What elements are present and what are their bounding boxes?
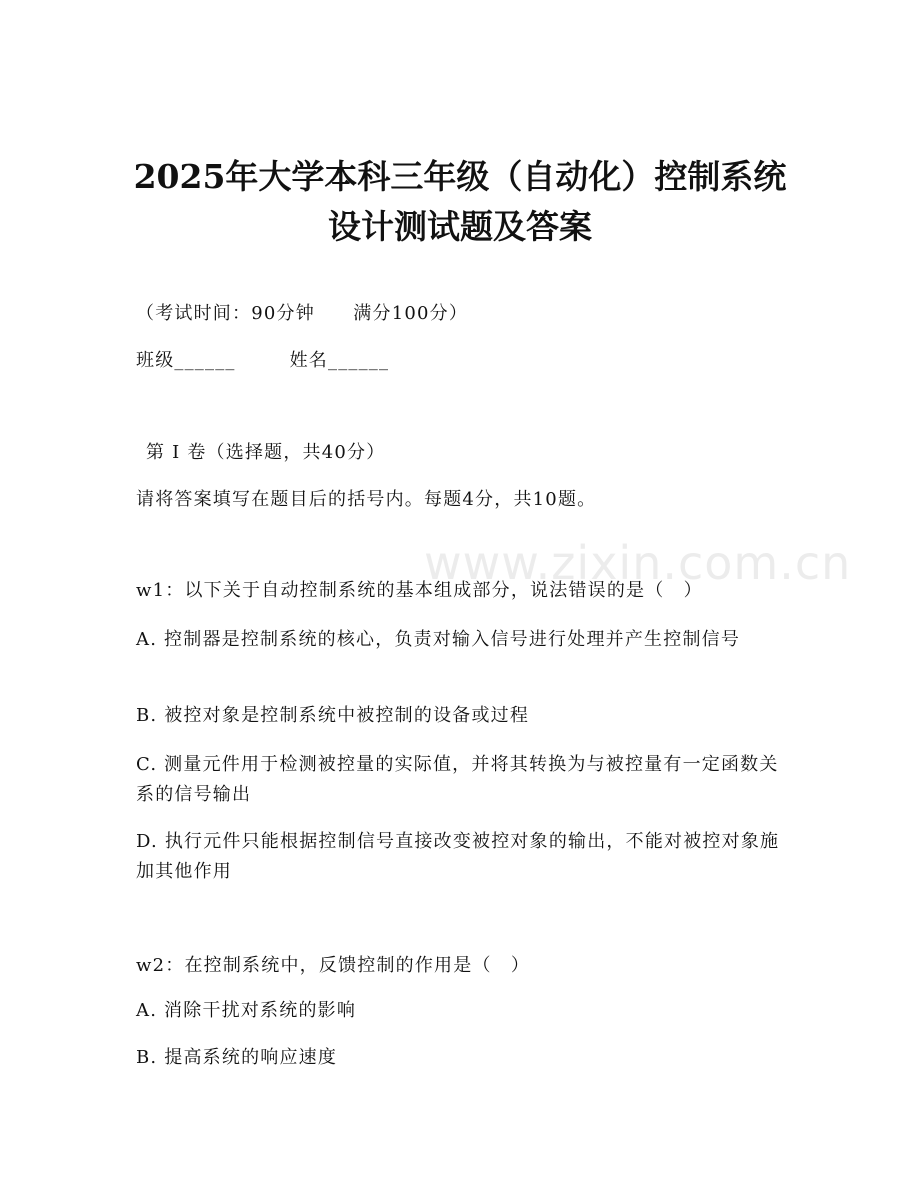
instruction-text: 请将答案填写在题目后的括号内。每题4分，共10题。 (136, 489, 597, 510)
exam-meta: （考试时间：90分钟 满分100分） (136, 303, 469, 324)
document-title-line-2: 设计测试题及答案 (328, 207, 592, 246)
question-2-stem: w2：在控制系统中，反馈控制的作用是（ ） (136, 955, 531, 976)
class-name-row (136, 350, 786, 372)
question-2-option-b: B. 提高系统的响应速度 (136, 1047, 338, 1068)
watermark-text: www.zixin.com.cn (424, 536, 852, 590)
question-1-option-b: B. 被控对象是控制系统中被控制的设备或过程 (136, 705, 530, 726)
question-1-option-a: A. 控制器是控制系统的核心，负责对输入信号进行处理并产生控制信号 (136, 629, 741, 650)
volume-heading: 第 I 卷（选择题，共40分） (146, 442, 386, 463)
question-1-stem: w1：以下关于自动控制系统的基本组成部分，说法错误的是（ ） (136, 580, 703, 601)
question-1-option-d: D. 执行元件只能根据控制信号直接改变被控对象的输出，不能对被控对象施加其他作用 (136, 831, 780, 882)
question-2-option-a: A. 消除干扰对系统的影响 (136, 1000, 357, 1021)
class-field-label: 班级______ (136, 350, 236, 371)
document-title-line-1: 2025年大学本科三年级（自动化）控制系统 (133, 157, 787, 196)
question-1-option-c: C. 测量元件用于检测被控量的实际值，并将其转换为与被控量有一定函数关系的信号输出 (136, 754, 779, 805)
name-field-label: 姓名______ (289, 350, 390, 371)
